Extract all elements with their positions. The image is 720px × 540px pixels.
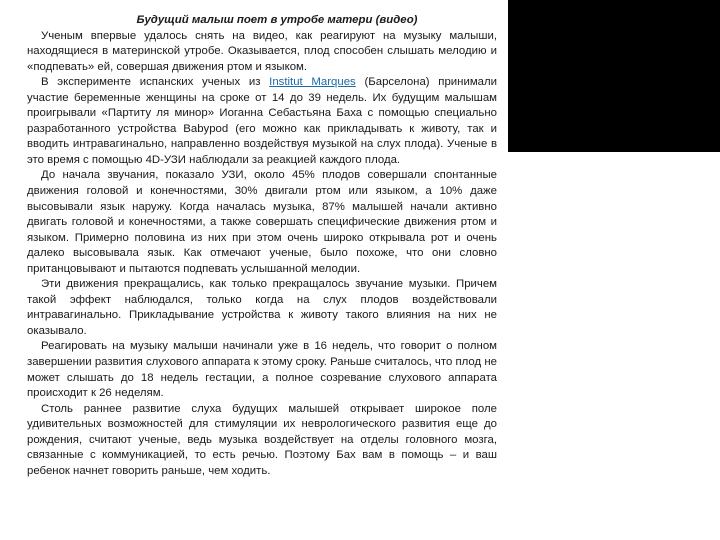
- article-title: Будущий малыш поет в утробе матери (видео): [136, 14, 418, 26]
- paragraph-2-body: (Барселона) принимали участие беременные женщины на сроке от 14 до 39 недель. Их будущим малышам проигрывали «Партиту ля минор» Иоганна Себастьяна Баха с помощью специально разработанного устройства Babypod (его можно как прикладывать к животу, так и вводить интравагинально, направленно воздействуя музыкой на слух плода). Ученые в это время с помощью 4D-УЗИ наблюдали за реакцией каждого плода.: [27, 76, 497, 166]
- article: [27, 13, 497, 479]
- paragraph-3: До начала звучания, показало УЗИ, около 45% плодов совершали спонтанные движения головой и конечностями, 30% двигали ртом или языком, а 10% даже высовывали язык наружу. Когда началась музыка, 87% малышей начали активно двигать головой и конечностями, а также совершать специфические движения ртом и языком. Примерно половина из них при этом очень широко открывала рот и очень далеко высовывала язык. Как отмечают ученые, было похоже, что они словно пританцовывают и пытаются подпевать услышанной мелодии.: [27, 169, 497, 275]
- black-panel: [508, 0, 720, 152]
- paragraph-4: Эти движения прекращались, как только прекращалось звучание музыки. Причем такой эффект наблюдался, только когда на слух плодов воздействовали интравагинально. Прикладывание устройства к животу такого влияния на них не оказывало.: [27, 278, 497, 337]
- paragraph-2-intro: В эксперименте испанских ученых из: [41, 76, 270, 89]
- paragraph-1: Ученым впервые удалось снять на видео, как реагируют на музыку малыши, находящиеся в материнской утробе. Оказывается, плод способен слышать мелодию и «подпевать» ей, совершая движения ртом и языком.: [27, 29, 497, 73]
- paragraph-2: [27, 75, 497, 168]
- paragraph-6: Столь раннее развитие слуха будущих малышей открывает широкое поле удивительных возможностей для стимуляции их неврологического развития еще до рождения, считают ученые, ведь музыка воздействует на отделы головного мозга, связанные с коммуникацией, то есть речью. Поэтому Бах вам в помощь – и ваш ребенок начнет говорить раньше, чем ходить.: [27, 402, 497, 477]
- paragraph-5: Реагировать на музыку малыши начинали уже в 16 недель, что говорит о полном завершении развития слухового аппарата к этому сроку. Раньше считалось, что плод не может слышать до 18 недель гестации, а полное созревание слухового аппарата происходит к 26 неделям.: [27, 340, 497, 400]
- institut-marques-link[interactable]: Institut Marques: [269, 76, 356, 89]
